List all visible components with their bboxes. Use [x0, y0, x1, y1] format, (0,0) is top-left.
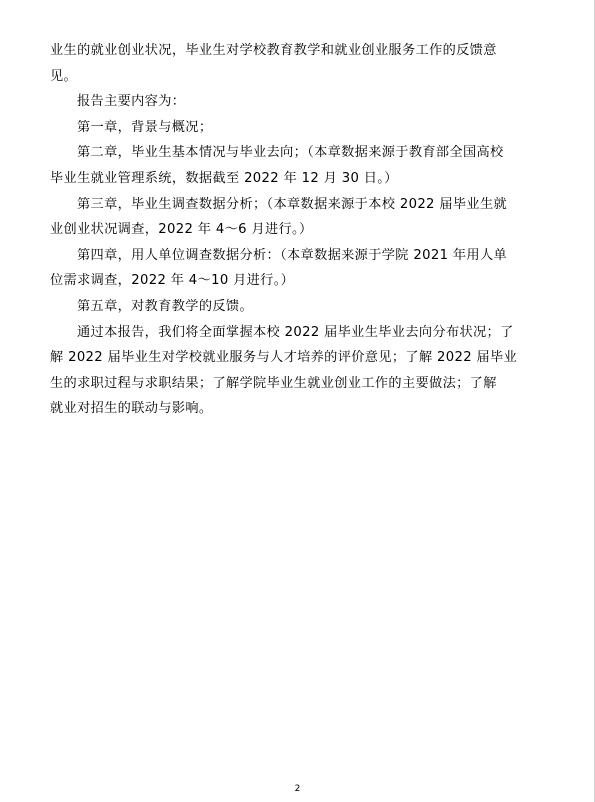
text-line: 位需求调查，2022 年 4～10 月进行。）	[50, 273, 295, 289]
chapter-2-line: 第二章，毕业生基本情况与毕业去向；（本章数据来源于教育部全国高校	[77, 145, 504, 161]
chapter-1-line: 第一章，背景与概况；	[77, 119, 213, 135]
chapter-3-line: 第三章，毕业生调查数据分析；（本章数据来源于本校 2022 届毕业生就	[77, 196, 508, 212]
text-line: 见。	[50, 68, 78, 84]
summary-line: 解 2022 届毕业生对学校就业服务与人才培养的评价意见；了解 2022 届毕业	[50, 350, 518, 366]
text-line: 业创业状况调查，2022 年 4～6 月进行。）	[50, 222, 313, 238]
summary-line: 通过本报告，我们将全面掌握本校 2022 届毕业生毕业去向分布状况；了	[77, 324, 514, 340]
document-body	[50, 38, 555, 422]
chapter-5-line: 第五章，对教育教学的反馈。	[77, 298, 253, 314]
summary-line: 生的求职过程与求职结果；了解学院毕业生就业创业工作的主要做法；了解	[50, 375, 497, 391]
page-number: 2	[294, 784, 301, 794]
summary-line: 就业对招生的联动与影响。	[50, 401, 213, 417]
text-line: 报告主要内容为：	[77, 94, 186, 110]
text-line: 业生的就业创业状况，毕业生对学校教育教学和就业创业服务工作的反馈意	[50, 43, 497, 58]
chapter-4-line: 第四章，用人单位调查数据分析：（本章数据来源于学院 2021 年用人单	[77, 247, 508, 263]
text-line: 毕业生就业管理系统，数据截至 2022 年 12 月 30 日。）	[50, 170, 398, 186]
